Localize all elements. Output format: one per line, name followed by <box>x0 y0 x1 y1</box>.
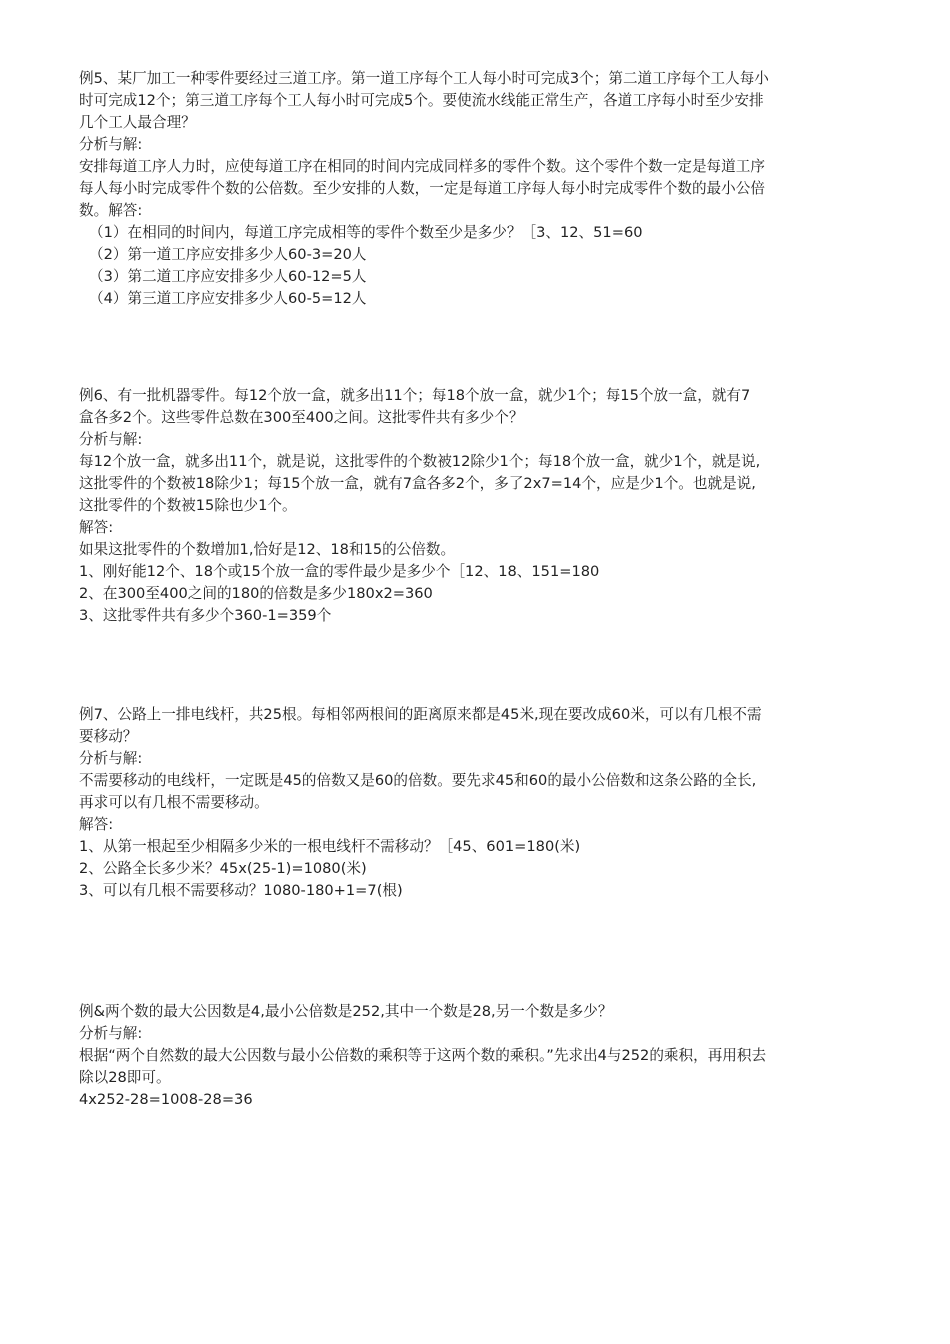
analysis-label: 分析与解: <box>79 750 143 767</box>
solution-step: （1）在相同的时间内，每道工序完成相等的零件个数至少是多少？［3、12、51=60 <box>89 224 643 241</box>
solution-step: 3、可以有几根不需要移动？1080-180+1=7(根) <box>79 882 403 899</box>
question-line: 例5、某厂加工一种零件要经过三道工序。第一道工序每个工人每小时可完成3个；第二道工序每个工人每小 <box>79 70 769 87</box>
analysis-line: 每人每小时完成零件个数的公倍数。至少安排的人数，一定是每道工序每人每小时完成零件个数的最小公倍 <box>79 180 765 197</box>
analysis-label: 分析与解: <box>79 136 143 153</box>
solution-step: 2、在300至400之间的180的倍数是多少180x2=360 <box>79 585 433 602</box>
solution-step: 2、公路全长多少米？45x(25-1)=1080(米) <box>79 860 367 877</box>
analysis-line: 这批零件的个数被18除少1；每15个放一盒，就有7盒各多2个，多了2x7=14个，应是少1个。也就是说, <box>79 475 756 492</box>
analysis-line: 再求可以有几根不需要移动。 <box>79 794 269 811</box>
analysis-line: 这批零件的个数被15除也少1个。 <box>79 497 297 514</box>
solution-step: 1、从第一根起至少相隔多少米的一根电线杆不需移动？［45、601=180(米) <box>79 838 581 855</box>
solution-step: （2）第一道工序应安排多少人60-3=20人 <box>89 246 367 263</box>
example-8 <box>79 1001 894 1111</box>
example-7 <box>79 704 894 902</box>
example-6 <box>79 385 894 627</box>
analysis-line: 除以28即可。 <box>79 1069 171 1086</box>
answer-label: 解答: <box>79 519 114 536</box>
question-line: 时可完成12个；第三道工序每个工人每小时可完成5个。要使流水线能正常生产，各道工序每小时至少安排 <box>79 92 764 109</box>
formula-line: 4x252-28=1008-28=36 <box>79 1091 253 1108</box>
question-line: 几个工人最合理？ <box>79 114 196 131</box>
analysis-label: 分析与解: <box>79 1025 143 1042</box>
solution-step: （3）第二道工序应安排多少人60-12=5人 <box>89 268 367 285</box>
analysis-line: 每12个放一盒，就多出11个，就是说，这批零件的个数被12除少1个；每18个放一盒，就少1个，就是说, <box>79 453 761 470</box>
analysis-line: 安排每道工序人力时，应使每道工序在相同的时间内完成同样多的零件个数。这个零件个数一定是每道工序 <box>79 158 765 175</box>
question-line: 例&两个数的最大公因数是4,最小公倍数是252,其中一个数是28,另一个数是多少？ <box>79 1003 613 1020</box>
question-line: 例6、有一批机器零件。每12个放一盒，就多出11个；每18个放一盒，就少1个；每15个放一盒，就有7 <box>79 387 751 404</box>
answer-intro: 如果这批零件的个数增加1,恰好是12、18和15的公倍数。 <box>79 541 456 558</box>
solution-step: （4）第三道工序应安排多少人60-5=12人 <box>89 290 367 307</box>
analysis-label: 分析与解: <box>79 431 143 448</box>
question-line: 例7、公路上一排电线杆，共25根。每相邻两根间的距离原来都是45米,现在要改成60米，可以有几根不需 <box>79 706 762 723</box>
analysis-line: 根据“两个自然数的最大公因数与最小公倍数的乘积等于这两个数的乘积。”先求出4与252的乘积，再用积去 <box>79 1047 767 1064</box>
example-5 <box>79 68 894 310</box>
analysis-line: 数。解答: <box>79 202 143 219</box>
solution-step: 3、这批零件共有多少个360-1=359个 <box>79 607 332 624</box>
question-line: 要移动？ <box>79 728 138 745</box>
analysis-line: 不需要移动的电线杆，一定既是45的倍数又是60的倍数。要先求45和60的最小公倍数和这条公路的全长, <box>79 772 757 789</box>
answer-label: 解答: <box>79 816 114 833</box>
question-line: 盒各多2个。这些零件总数在300至400之间。这批零件共有多少个？ <box>79 409 524 426</box>
solution-step: 1、刚好能12个、18个或15个放一盒的零件最少是多少个［12、18、151=180 <box>79 563 600 580</box>
